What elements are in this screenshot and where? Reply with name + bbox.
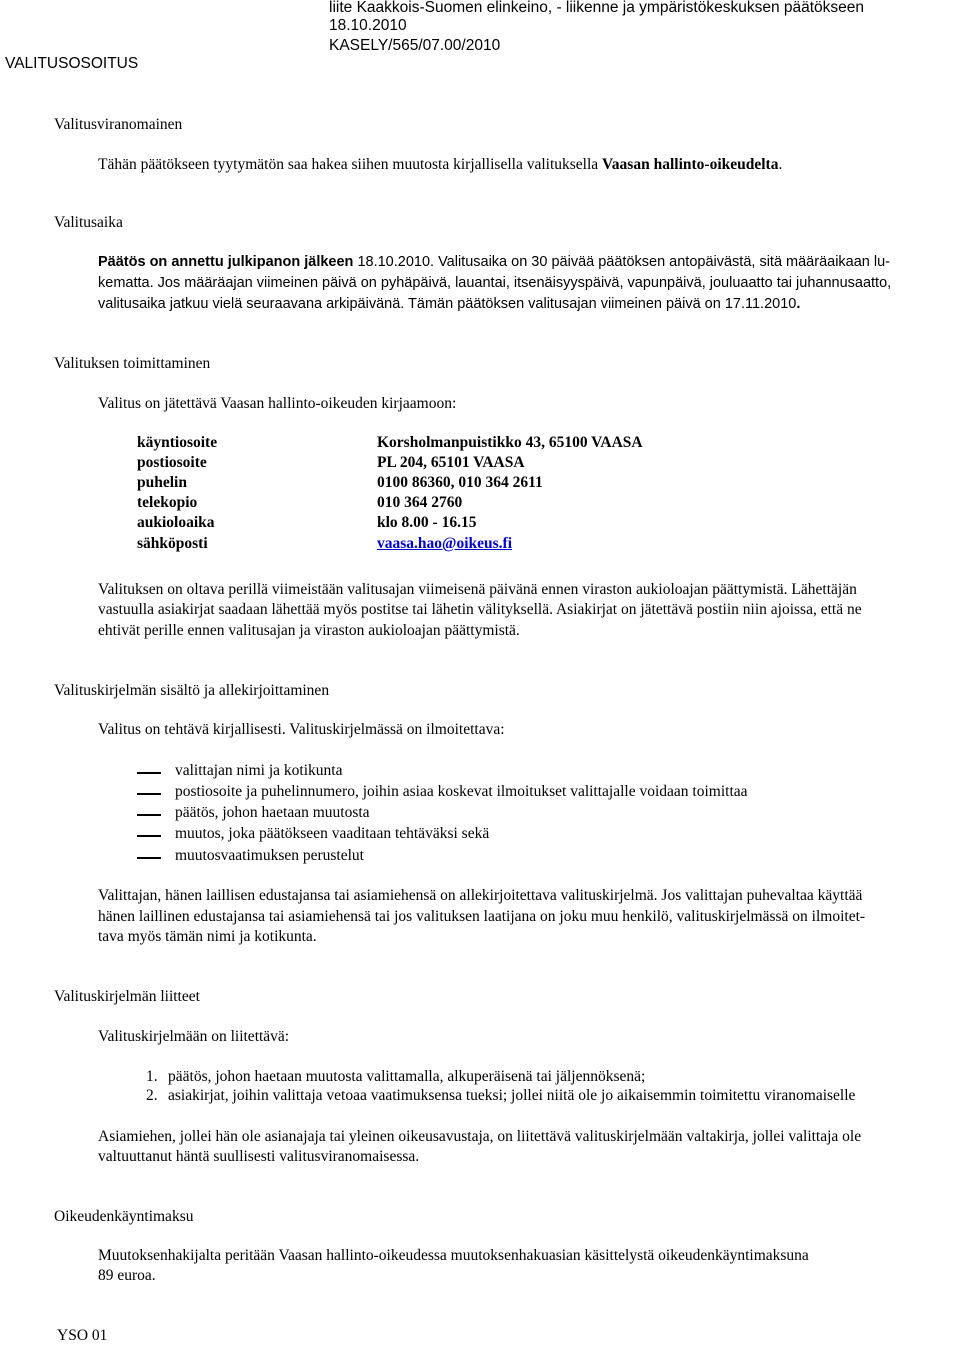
period-text-1: 18.10.2010. Valitusaika on 30 päivää päätöksen antopäivästä, sitä määräaikaan lu- (353, 254, 891, 270)
list-item-text: muutos, joka päätökseen vaaditaan tehtäväksi sekä (175, 825, 490, 842)
content-para-line-2: hänen laillinen edustajansa tai asiamiehensä tai jos valituksen laatijana on joku muu henkilö, valituskirjelmässä on ilmoitet- (98, 908, 866, 925)
attachments-para-line-1: Asiamiehen, jollei hän ole asianajaja tai yleinen oikeusavustaja, on liitettävä valituskirjelmään valtakirja, jollei valittaja ole (98, 1128, 862, 1145)
contact-row (137, 434, 837, 454)
period-bold: Päätös on annettu julkipanon jälkeen (98, 254, 354, 270)
footer-code: YSO 01 (57, 1327, 108, 1344)
list-item (137, 762, 937, 783)
content-intro: Valitus on tehtävä kirjallisesti. Valituskirjelmässä on ilmoitettava: (98, 721, 505, 738)
list-item (137, 825, 937, 846)
delivery-para-line-2: vastuulla asiakirjat saadaan lähettää myös postitse tai lähetin välityksellä. Asiakirjat on jätettävä postiin niin ajoissa, että ne (98, 601, 862, 618)
list-item (146, 1087, 946, 1108)
list-item (146, 1068, 946, 1089)
content-para-line-3: tava myös tämän nimi ja kotikunta. (98, 928, 317, 945)
attachments-para-line-2: valtuuttanut häntä suullisesti valitusviranomaisessa. (98, 1148, 420, 1165)
contact-key: postiosoite (137, 454, 207, 471)
authority-text-a: Tähän päätökseen tyytymätön saa hakea siihen muutosta kirjallisella valituksella (98, 156, 603, 173)
contact-row (137, 474, 837, 494)
period-line-3 (98, 296, 800, 312)
list-item-text: muutosvaatimuksen perustelut (175, 847, 364, 864)
dash-bullet (137, 772, 161, 774)
contact-key: telekopio (137, 494, 198, 511)
section-title-fee: Oikeudenkäyntimaksu (54, 1208, 194, 1225)
email-link[interactable]: vaasa.hao@oikeus.fi (377, 535, 512, 552)
section-title-authority: Valitusviranomainen (54, 116, 183, 133)
contact-key: sähköposti (137, 535, 208, 552)
section-title-attachments: Valituskirjelmän liitteet (54, 988, 200, 1005)
document-label: VALITUSOSOITUS (5, 55, 139, 72)
delivery-para-line-3: ehtivät perille ennen valitusajan ja viraston aukioloajan päättymistä. (98, 622, 520, 639)
delivery-para-line-1: Valituksen on oltava perillä viimeistään valitusajan viimeisenä päivänä ennen viraston aukioloajan päättymistä. Lähettäjän (98, 581, 857, 598)
period-text-3-end: . (796, 296, 801, 312)
contact-row (137, 494, 837, 514)
contact-row (137, 454, 837, 474)
contact-value: Korsholmanpuistikko 43, 65100 VAASA (377, 434, 643, 451)
contact-value: 0100 86360, 010 364 2611 (377, 474, 543, 491)
list-number: 1. (146, 1068, 158, 1085)
contact-value: klo 8.00 - 16.15 (377, 514, 477, 531)
authority-court: Vaasan hallinto-oikeudelta (602, 156, 779, 173)
section-title-delivery: Valituksen toimittaminen (54, 355, 211, 372)
fee-para-line-2: 89 euroa. (98, 1267, 156, 1284)
list-number: 2. (146, 1087, 158, 1104)
header-date: 18.10.2010 (329, 17, 407, 34)
period-line-1 (98, 254, 890, 270)
section-title-period: Valitusaika (54, 214, 123, 231)
contact-key: puhelin (137, 474, 187, 491)
period-line-2: kematta. Jos määräajan viimeinen päivä on pyhäpäivä, lauantai, itsenäisyyspäivä, vapunpäivä, jouluaatto tai juhannusaatto, (98, 275, 892, 291)
list-item-text: valittajan nimi ja kotikunta (175, 762, 343, 779)
header-reference: KASELY/565/07.00/2010 (329, 37, 501, 54)
contact-key: käyntiosoite (137, 434, 218, 451)
list-item-text: päätös, johon haetaan muutosta (175, 804, 370, 821)
contact-row (137, 535, 837, 555)
contact-key: aukioloaika (137, 514, 215, 531)
list-item (137, 847, 937, 868)
authority-text (98, 156, 782, 174)
section-title-content: Valituskirjelmän sisältö ja allekirjoittaminen (54, 682, 330, 699)
contact-row (137, 514, 837, 534)
fee-para-line-1: Muutoksenhakijalta peritään Vaasan hallinto-oikeudessa muutoksenhakuasian käsittelystä oikeudenkäyntimaksuna (98, 1247, 809, 1264)
contact-value: 010 364 2760 (377, 494, 463, 511)
period-text-3: valitusaika jatkuu vielä seuraavana arkipäivänä. Tämän päätöksen valitusajan viimeinen päivä on 17.11.2010 (98, 296, 797, 312)
attachments-intro: Valituskirjelmään on liitettävä: (98, 1028, 290, 1045)
list-item (137, 804, 937, 825)
dash-bullet (137, 835, 161, 837)
list-item-text: päätös, johon haetaan muutosta valittamalla, alkuperäisenä tai jäljennöksenä; (168, 1068, 646, 1085)
dash-bullet (137, 793, 161, 795)
authority-text-c: . (778, 156, 783, 173)
list-item (137, 783, 937, 804)
list-item-text: asiakirjat, joihin valittaja vetoaa vaatimuksensa tueksi; jollei niitä ole jo aikaisemmin toimitettu viranomaiselle (168, 1087, 856, 1104)
contact-value: PL 204, 65101 VAASA (377, 454, 525, 471)
content-para-line-1: Valittajan, hänen laillisen edustajansa tai asiamiehensä on allekirjoitettava valituskirjelmä. Jos valittajan puhevaltaa käyttää (98, 887, 863, 904)
list-item-text: postiosoite ja puhelinnumero, joihin asiaa koskevat ilmoitukset valittajalle voidaan toimittaa (175, 783, 748, 800)
dash-bullet (137, 814, 161, 816)
delivery-intro: Valitus on jätettävä Vaasan hallinto-oikeuden kirjaamoon: (98, 395, 457, 412)
dash-bullet (137, 857, 161, 859)
header-line-1: liite Kaakkois-Suomen elinkeino, - liikenne ja ympäristökeskuksen päätökseen (329, 0, 865, 16)
